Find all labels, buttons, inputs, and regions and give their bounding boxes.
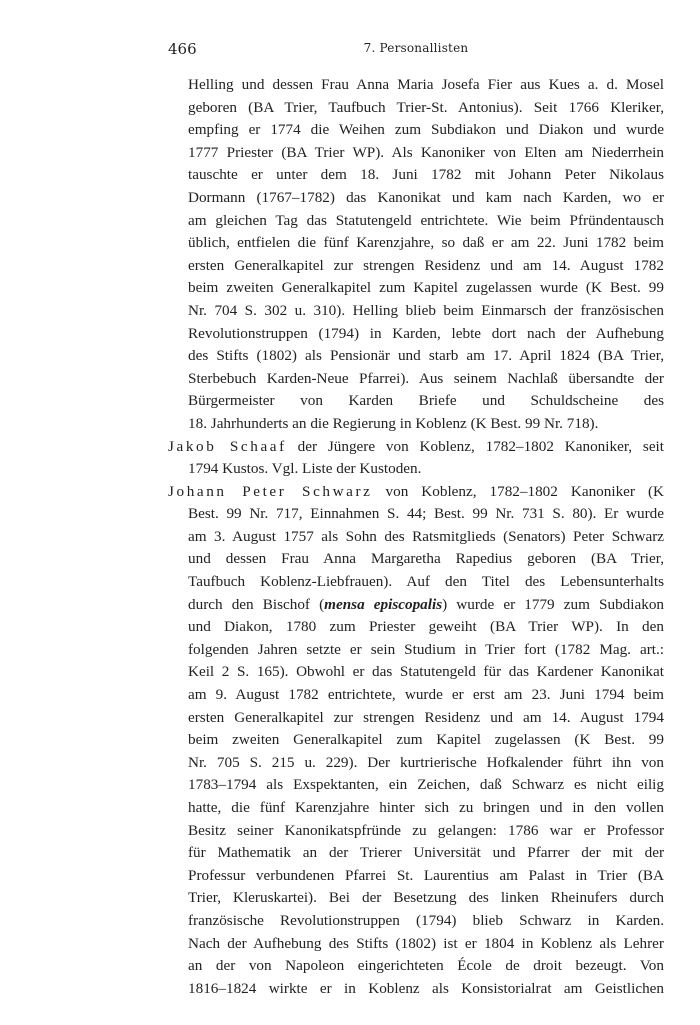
text-run: folgenden Jahren setzte er sein Studium in Trier fort (1782 Mag. art.: <box>188 640 664 658</box>
text-line <box>168 164 664 187</box>
text-run: Taufbuch Koblenz-Liebfrauen). Auf den Titel des Lebensunterhalts <box>188 573 664 591</box>
text-line <box>168 368 664 391</box>
text-line <box>168 661 664 684</box>
text-run: französische Revolutionstruppen (1794) blieb Schwarz in Karden. <box>188 911 664 929</box>
text-line <box>168 481 664 504</box>
text-run: Nach der Aufhebung des Stifts (1802) ist er 1804 in Koblenz als Lehrer <box>188 934 664 952</box>
text-run: Nr. 704 S. 302 u. 310). Helling blieb beim Einmarsch der französischen <box>188 301 664 319</box>
running-head: 7. Personallisten <box>363 41 469 55</box>
text-run: durch den Bischof ( <box>188 595 325 613</box>
text-run: Helling und dessen Frau Anna Maria Josefa Fier aus Kues a. d. Mosel <box>188 76 664 93</box>
text-line <box>168 933 664 956</box>
text-line <box>168 707 664 730</box>
text-line <box>168 142 664 165</box>
text-run: geboren (BA Trier, Taufbuch Trier-St. Antonius). Seit 1766 Kleriker, <box>188 98 664 116</box>
text-run: tauschte er unter dem 18. Juni 1782 mit Johann Peter Nikolaus <box>188 166 664 184</box>
text-run: 1777 Priester (BA Trier WP). Als Kanoniker von Elten am Niederrhein <box>188 143 664 161</box>
text-run: an der von Napoleon eingerichteten École de droit bezeugt. Von <box>188 957 664 975</box>
text-line <box>168 210 664 233</box>
text-line <box>168 752 664 775</box>
body-text <box>168 74 664 1000</box>
text-run: am 9. August 1782 entrichtete, wurde er erst am 23. Juni 1794 beim <box>188 686 664 704</box>
text-line <box>168 119 664 142</box>
text-line <box>168 887 664 910</box>
page-header <box>168 40 664 62</box>
text-line <box>168 503 664 526</box>
text-run: von Koblenz, 1782–1802 Kanoniker (K <box>372 482 664 500</box>
text-run: Revolutionstruppen (1794) in Karden, lebte dort nach der Aufhebung <box>188 324 664 342</box>
text-line <box>168 187 664 210</box>
text-run: der Jüngere von Koblenz, 1782–1802 Kanoniker, seit <box>286 437 664 455</box>
text-run: beim zweiten Generalkapitel zum Kapitel zugelassen wurde (K Best. 99 <box>188 279 664 297</box>
text-line <box>168 955 664 978</box>
text-run: Bürgermeister von Karden Briefe und Schuldscheine des <box>188 392 664 410</box>
text-line <box>168 300 664 323</box>
text-line <box>168 277 664 300</box>
text-line <box>168 797 664 820</box>
text-run: und dessen Frau Anna Margaretha Rapedius geboren (BA Trier, <box>188 550 664 568</box>
text-run: des Stifts (1802) als Pensionär und starb am 17. April 1824 (BA Trier, <box>188 347 664 365</box>
text-run: 18. Jahrhunderts an die Regierung in Koblenz (K Best. 99 Nr. 718). <box>188 414 599 432</box>
text-run: Keil 2 S. 165). Obwohl er das Statutengeld für das Kardener Kanonikat <box>188 663 664 681</box>
text-line <box>168 526 664 549</box>
text-run: Dormann (1767–1782) das Kanonikat und kam nach Karden, wo er <box>188 188 664 206</box>
text-run: Trier, Kleruskartei). Bei der Besetzung des linken Rheinufers durch <box>188 889 664 907</box>
text-line <box>168 458 664 481</box>
entry-name: Jakob Schaaf <box>168 437 287 455</box>
text-run: am 3. August 1757 als Sohn des Ratsmitglieds (Senators) Peter Schwarz <box>188 527 664 545</box>
text-line <box>168 548 664 571</box>
text-line <box>168 910 664 933</box>
text-run: 1816–1824 wirkte er in Koblenz als Konsistorialrat am Geistlichen <box>188 979 664 997</box>
text-run: ersten Generalkapitel zur strengen Residenz und am 14. August 1794 <box>188 708 664 726</box>
text-line <box>168 413 664 436</box>
entry-name: Johann Peter Schwarz <box>168 482 373 500</box>
text-run: am gleichen Tag das Statutengeld entrichtete. Wie beim Pfründentausch <box>188 211 664 229</box>
text-line <box>168 729 664 752</box>
text-line <box>168 323 664 346</box>
text-line <box>168 571 664 594</box>
text-run: Professur verbundenen Pfarrei St. Laurentius am Palast in Trier (BA <box>188 866 664 884</box>
text-line <box>168 97 664 120</box>
text-line <box>168 232 664 255</box>
text-line <box>168 978 664 1001</box>
text-line <box>168 345 664 368</box>
text-line <box>168 774 664 797</box>
text-line <box>168 255 664 278</box>
text-run: 1783–1794 als Exspektanten, ein Zeichen, daß Schwarz es nicht eilig <box>188 776 664 794</box>
text-line <box>168 390 664 413</box>
text-run: Nr. 705 S. 215 u. 229). Der kurtrierische Hofkalender führt ihn von <box>188 753 664 771</box>
page-number: 466 <box>168 40 197 58</box>
text-line <box>168 842 664 865</box>
text-run: empfing er 1774 die Weihen zum Subdiakon und Diakon und wurde <box>188 121 664 139</box>
text-line <box>168 74 664 97</box>
text-line <box>168 820 664 843</box>
text-line <box>168 436 664 459</box>
text-line <box>168 594 664 617</box>
text-run: Best. 99 Nr. 717, Einnahmen S. 44; Best. 99 Nr. 731 S. 80). Er wurde <box>188 505 664 523</box>
text-run: und Diakon, 1780 zum Priester geweiht (BA Trier WP). In den <box>188 618 664 636</box>
text-run: ) wurde er 1779 zum Subdiakon <box>442 595 665 613</box>
latin-term: mensa episcopalis <box>324 595 443 613</box>
text-run: beim zweiten Generalkapitel zum Kapitel zugelassen (K Best. 99 <box>188 731 664 749</box>
text-line <box>168 865 664 888</box>
text-run: 1794 Kustos. Vgl. Liste der Kustoden. <box>188 460 422 478</box>
text-line <box>168 639 664 662</box>
text-run: Sterbebuch Karden-Neue Pfarrei). Aus seinem Nachlaß übersandte der <box>188 369 664 387</box>
text-line <box>168 684 664 707</box>
text-run: Besitz seiner Kanonikatspfründe zu gelangen: 1786 war er Professor <box>188 821 664 839</box>
text-run: üblich, entfielen die fünf Karenzjahre, so daß er am 22. Juni 1782 beim <box>188 234 664 252</box>
text-run: hatte, die fünf Karenzjahre hinter sich zu bringen und in den vollen <box>188 799 664 816</box>
text-run: für Mathematik an der Trierer Universität und Pfarrer der mit der <box>188 844 664 862</box>
text-run: ersten Generalkapitel zur strengen Residenz und am 14. August 1782 <box>188 256 664 274</box>
text-line <box>168 616 664 639</box>
